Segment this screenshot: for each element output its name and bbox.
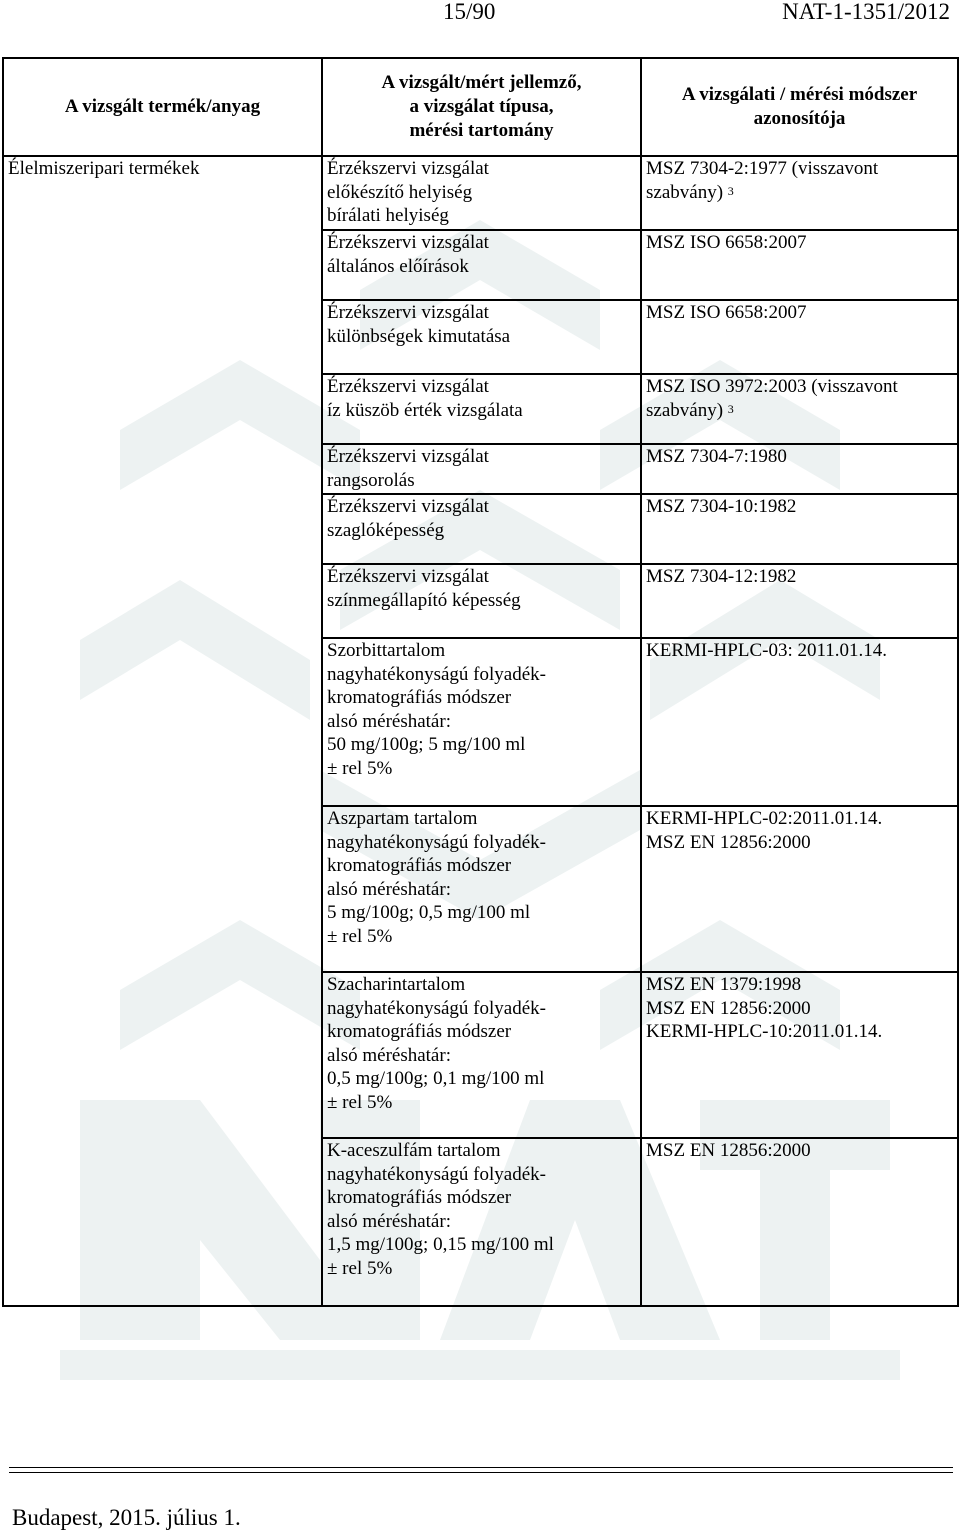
method-cell: MSZ ISO 6658:2007 xyxy=(641,230,958,300)
footer-divider xyxy=(9,1467,953,1468)
characteristic-cell: Érzékszervi vizsgálat általános előírások xyxy=(322,230,641,300)
method-cell: KERMI-HPLC-03: 2011.01.14. xyxy=(641,638,958,806)
characteristic-cell: Szacharintartalom nagyhatékonyságú folyadék- kromatográfiás módszer alsó méréshatár: 0,5 mg/100g; 0,1 mg/100 ml ± rel 5% xyxy=(322,972,641,1138)
column-header-characteristic: A vizsgált/mért jellemző, a vizsgálat típusa, mérési tartomány xyxy=(322,58,641,156)
footer-divider xyxy=(9,1472,953,1473)
characteristic-cell: Aszpartam tartalom nagyhatékonyságú folyadék- kromatográfiás módszer alsó méréshatár: 5 mg/100g; 0,5 mg/100 ml ± rel 5% xyxy=(322,806,641,972)
characteristic-cell: Érzékszervi vizsgálat rangsorolás xyxy=(322,444,641,494)
method-cell: MSZ 7304-10:1982 xyxy=(641,494,958,564)
method-cell: MSZ EN 1379:1998 MSZ EN 12856:2000 KERMI-HPLC-10:2011.01.14. xyxy=(641,972,958,1138)
method-cell: KERMI-HPLC-02:2011.01.14. MSZ EN 12856:2000 xyxy=(641,806,958,972)
column-header-product: A vizsgált termék/anyag xyxy=(3,58,322,156)
footnote-ref: 3 xyxy=(727,401,734,416)
characteristic-cell: Érzékszervi vizsgálat előkészítő helyiség bírálati helyiség xyxy=(322,156,641,230)
method-cell: MSZ ISO 6658:2007 xyxy=(641,300,958,374)
footer-date: Budapest, 2015. július 1. xyxy=(12,1505,241,1530)
characteristic-cell: Érzékszervi vizsgálat íz küszöb érték vizsgálata xyxy=(322,374,641,444)
table-header-row xyxy=(3,58,958,156)
characteristic-cell: Szorbittartalom nagyhatékonyságú folyadék- kromatográfiás módszer alsó méréshatár: 50 mg/100g; 5 mg/100 ml ± rel 5% xyxy=(322,638,641,806)
product-cell xyxy=(3,156,322,1306)
footnote-ref: 3 xyxy=(727,183,734,198)
method-cell: MSZ EN 12856:2000 xyxy=(641,1138,958,1306)
product-name: Élelmiszeripari termékek xyxy=(8,158,200,179)
characteristic-cell: Érzékszervi vizsgálat különbségek kimutatása xyxy=(322,300,641,374)
characteristic-cell: Érzékszervi vizsgálat színmegállapító képesség xyxy=(322,564,641,638)
table-row xyxy=(3,156,958,230)
method-cell: MSZ 7304-7:1980 xyxy=(641,444,958,494)
method-cell: MSZ ISO 3972:2003 (visszavont szabvány) $^3$ xyxy=(641,374,958,444)
method-cell: MSZ 7304-12:1982 xyxy=(641,564,958,638)
column-header-method: A vizsgálati / mérési módszer azonosítója xyxy=(641,58,958,156)
characteristic-cell: Érzékszervi vizsgálat szaglóképesség xyxy=(322,494,641,564)
page-number: 15/90 xyxy=(443,0,496,24)
document-code: NAT-1-1351/2012 xyxy=(782,0,950,24)
characteristic-cell: K-aceszulfám tartalom nagyhatékonyságú folyadék- kromatográfiás módszer alsó méréshatár: 1,5 mg/100g; 0,15 mg/100 ml ± rel 5% xyxy=(322,1138,641,1306)
accreditation-table xyxy=(2,57,959,1307)
method-cell: MSZ 7304-2:1977 (visszavont szabvány) $^3$ xyxy=(641,156,958,230)
